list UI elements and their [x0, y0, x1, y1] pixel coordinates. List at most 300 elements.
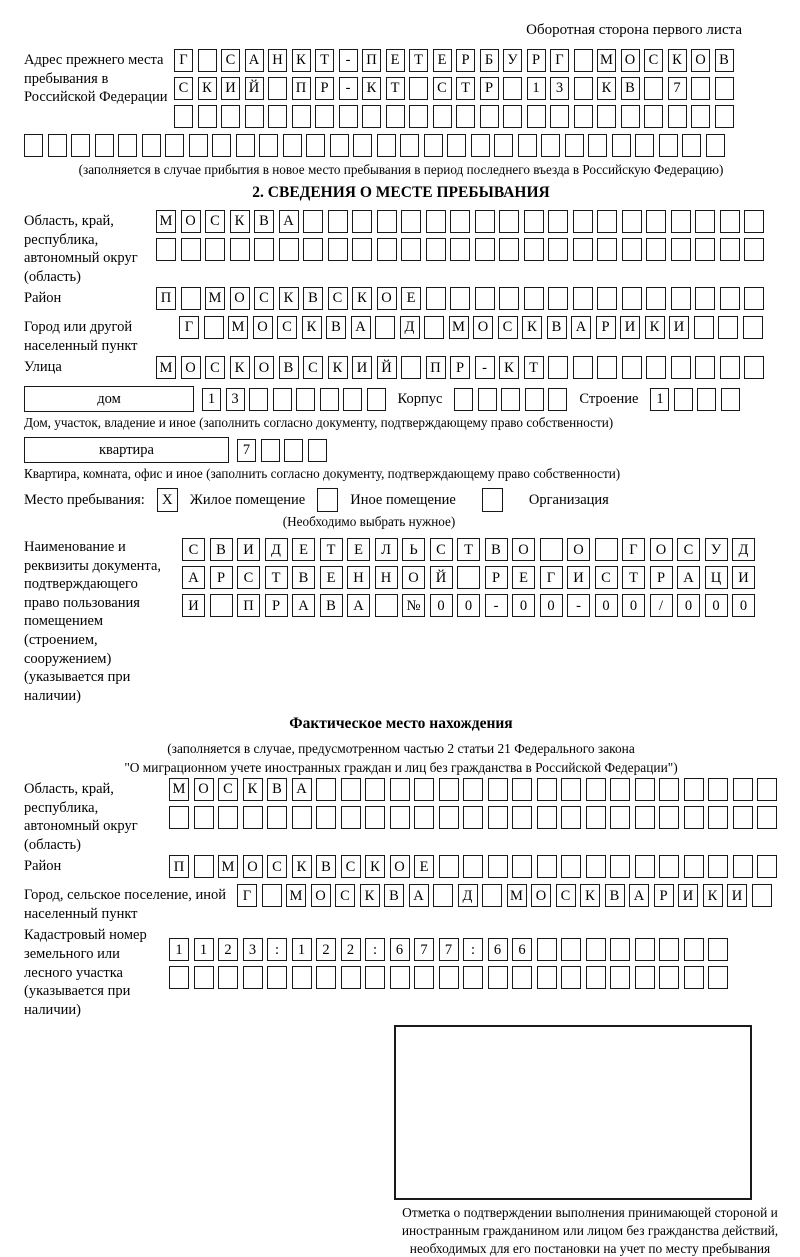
char-cell: О: [253, 316, 273, 339]
char-cell: [694, 316, 714, 339]
stamp-caption: Отметка о подтверждении выполнения принимающей стороной и иностранным гражданином или лицом без гражданства действий, необходимых для его постановки на учет по месту пребывания: [401, 1205, 779, 1256]
char-cell: С: [218, 778, 238, 801]
street-row: [156, 356, 778, 379]
char-cell: А: [409, 884, 429, 907]
char-cell: [362, 105, 381, 128]
char-cell: [475, 287, 495, 310]
char-cell: [24, 134, 43, 157]
char-cell: [733, 778, 753, 801]
document-field: [24, 536, 778, 705]
char-cell: [439, 966, 459, 989]
char-cell: С: [335, 884, 355, 907]
char-cell: Р: [485, 566, 508, 589]
char-cell: [218, 966, 238, 989]
char-cell: [586, 778, 606, 801]
stroenie-cells: [650, 388, 740, 411]
char-cell: Р: [596, 316, 616, 339]
char-cell: [210, 594, 233, 617]
stay-type-checkbox-organization: [482, 488, 503, 512]
char-cell: [463, 855, 483, 878]
char-cell: О: [531, 884, 551, 907]
char-cell: К: [302, 316, 322, 339]
char-cell: [447, 134, 466, 157]
char-cell: [439, 806, 459, 829]
char-cell: [646, 210, 666, 233]
char-cell: В: [292, 566, 315, 589]
char-cell: Р: [650, 566, 673, 589]
char-cell: Е: [347, 538, 370, 561]
char-cell: [142, 134, 161, 157]
char-cell: [488, 778, 508, 801]
char-cell: Д: [732, 538, 755, 561]
char-cell: А: [292, 778, 312, 801]
char-cell: 0: [457, 594, 480, 617]
char-cell: [715, 77, 734, 100]
char-cell: [341, 778, 361, 801]
char-cell: 3: [226, 388, 245, 411]
char-cell: В: [303, 287, 323, 310]
char-cell: [743, 316, 763, 339]
char-cell: А: [629, 884, 649, 907]
char-cell: [488, 855, 508, 878]
document-row-1: [182, 538, 778, 561]
char-cell: Е: [292, 538, 315, 561]
char-cell: И: [620, 316, 640, 339]
char-cell: [249, 388, 268, 411]
char-cell: А: [245, 49, 264, 72]
char-cell: [644, 105, 663, 128]
char-cell: [682, 134, 701, 157]
char-cell: 1: [169, 938, 189, 961]
char-cell: [377, 134, 396, 157]
char-cell: [95, 134, 114, 157]
char-cell: -: [475, 356, 495, 379]
house-caption: Дом, участок, владение и иное (заполнить согласно документу, подтверждающему право собственности): [24, 415, 614, 431]
char-cell: О: [691, 49, 710, 72]
char-cell: [433, 105, 452, 128]
char-cell: П: [362, 49, 381, 72]
char-cell: [610, 778, 630, 801]
char-cell: Д: [458, 884, 478, 907]
char-cell: А: [571, 316, 591, 339]
char-cell: [720, 356, 740, 379]
char-cell: И: [237, 538, 260, 561]
char-cell: Г: [540, 566, 563, 589]
char-cell: В: [485, 538, 508, 561]
char-cell: С: [595, 566, 618, 589]
section2-title: 2. СВЕДЕНИЯ О МЕСТЕ ПРЕБЫВАНИЯ: [252, 184, 550, 201]
char-cell: [574, 105, 593, 128]
char-cell: [537, 938, 557, 961]
char-cell: В: [621, 77, 640, 100]
char-cell: И: [567, 566, 590, 589]
stamp-area: [394, 1025, 786, 1257]
char-cell: [622, 356, 642, 379]
char-cell: О: [512, 538, 535, 561]
region-row-1: [156, 210, 778, 233]
char-cell: В: [384, 884, 404, 907]
char-cell: М: [597, 49, 616, 72]
char-cell: К: [230, 356, 250, 379]
char-cell: [744, 238, 764, 261]
char-cell: [189, 134, 208, 157]
char-cell: [715, 105, 734, 128]
char-cell: 1: [194, 938, 214, 961]
char-cell: Й: [377, 356, 397, 379]
char-cell: [561, 778, 581, 801]
document-row-2: [182, 566, 778, 589]
prev-address-caption: (заполняется в случае прибытия в новое место пребывания в период последнего въезда в Российскую Федерацию): [78, 162, 724, 177]
char-cell: [439, 855, 459, 878]
char-cell: [635, 966, 655, 989]
prev-address-row-1: [174, 49, 778, 72]
prev-address-row-4: [24, 134, 778, 157]
char-cell: С: [433, 77, 452, 100]
char-cell: П: [156, 287, 176, 310]
char-cell: [390, 778, 410, 801]
char-cell: [174, 105, 193, 128]
char-cell: В: [316, 855, 336, 878]
char-cell: 7: [439, 938, 459, 961]
char-cell: [267, 966, 287, 989]
char-cell: [267, 806, 287, 829]
char-cell: [499, 287, 519, 310]
char-cell: О: [650, 538, 673, 561]
char-cell: [622, 238, 642, 261]
char-cell: В: [326, 316, 346, 339]
char-cell: :: [365, 938, 385, 961]
char-cell: [377, 210, 397, 233]
char-cell: [439, 778, 459, 801]
char-cell: 7: [668, 77, 687, 100]
char-cell: [414, 778, 434, 801]
char-cell: Т: [315, 49, 334, 72]
char-cell: К: [668, 49, 687, 72]
char-cell: [541, 134, 560, 157]
house-number-cells: [202, 388, 386, 411]
apartment-box-label: квартира: [24, 437, 229, 463]
char-cell: И: [352, 356, 372, 379]
char-cell: Р: [210, 566, 233, 589]
char-cell: [671, 356, 691, 379]
char-cell: [377, 238, 397, 261]
char-cell: [243, 806, 263, 829]
char-cell: [524, 238, 544, 261]
char-cell: О: [402, 566, 425, 589]
char-cell: М: [228, 316, 248, 339]
cadastre-label: Кадастровый номер земельного или лесного участка (указывается при наличии): [24, 927, 147, 1018]
char-cell: 1: [527, 77, 546, 100]
char-cell: [503, 77, 522, 100]
stamp-box: [394, 1025, 752, 1200]
char-cell: [720, 238, 740, 261]
char-cell: [268, 105, 287, 128]
char-cell: И: [727, 884, 747, 907]
char-cell: [671, 238, 691, 261]
char-cell: [426, 238, 446, 261]
char-cell: [565, 134, 584, 157]
char-cell: Т: [457, 538, 480, 561]
char-cell: -: [567, 594, 590, 617]
char-cell: [426, 210, 446, 233]
char-cell: [308, 439, 327, 462]
char-cell: [71, 134, 90, 157]
char-cell: [646, 287, 666, 310]
char-cell: 0: [705, 594, 728, 617]
char-cell: -: [485, 594, 508, 617]
actual-district-field: [24, 855, 778, 883]
char-cell: [230, 238, 250, 261]
char-cell: [610, 938, 630, 961]
char-cell: [757, 855, 777, 878]
char-cell: С: [277, 316, 297, 339]
char-cell: [198, 49, 217, 72]
char-cell: [501, 388, 520, 411]
char-cell: Р: [456, 49, 475, 72]
char-cell: С: [341, 855, 361, 878]
city-field: [24, 316, 778, 355]
char-cell: [720, 287, 740, 310]
char-cell: [512, 778, 532, 801]
char-cell: М: [156, 210, 176, 233]
char-cell: О: [621, 49, 640, 72]
char-cell: [684, 855, 704, 878]
char-cell: О: [194, 778, 214, 801]
char-cell: [352, 210, 372, 233]
char-cell: [456, 105, 475, 128]
char-cell: С: [644, 49, 663, 72]
char-cell: [306, 134, 325, 157]
char-cell: 6: [488, 938, 508, 961]
char-cell: [341, 966, 361, 989]
char-cell: К: [279, 287, 299, 310]
char-cell: Л: [375, 538, 398, 561]
char-cell: [400, 134, 419, 157]
char-cell: Е: [433, 49, 452, 72]
char-cell: [339, 105, 358, 128]
char-cell: [169, 806, 189, 829]
char-cell: К: [230, 210, 250, 233]
char-cell: [194, 806, 214, 829]
actual-region-field: [24, 778, 778, 854]
char-cell: [424, 316, 444, 339]
char-cell: Ь: [402, 538, 425, 561]
char-cell: [315, 105, 334, 128]
prev-address-label: Адрес прежнего места пребывания в Российской Федерации: [24, 52, 168, 106]
char-cell: В: [320, 594, 343, 617]
actual-city-label: Город, сельское поселение, иной населенный пункт: [24, 887, 227, 922]
char-cell: 0: [732, 594, 755, 617]
char-cell: [194, 855, 214, 878]
char-cell: [316, 966, 336, 989]
prev-address-field: [24, 49, 778, 133]
char-cell: К: [365, 855, 385, 878]
char-cell: [303, 210, 323, 233]
cadastre-field: [24, 924, 778, 1019]
char-cell: -: [339, 49, 358, 72]
char-cell: [695, 210, 715, 233]
char-cell: [328, 210, 348, 233]
char-cell: [524, 287, 544, 310]
char-cell: С: [174, 77, 193, 100]
char-cell: Б: [480, 49, 499, 72]
char-cell: [527, 105, 546, 128]
char-cell: [561, 966, 581, 989]
char-cell: [352, 238, 372, 261]
char-cell: [426, 287, 446, 310]
char-cell: К: [352, 287, 372, 310]
char-cell: П: [169, 855, 189, 878]
char-cell: [330, 134, 349, 157]
char-cell: [610, 966, 630, 989]
char-cell: Г: [622, 538, 645, 561]
char-cell: К: [580, 884, 600, 907]
char-cell: [243, 966, 263, 989]
char-cell: [512, 855, 532, 878]
char-cell: 6: [390, 938, 410, 961]
char-cell: [292, 966, 312, 989]
char-cell: [450, 238, 470, 261]
char-cell: [708, 806, 728, 829]
stay-type-option-other-label: Иное помещение: [350, 491, 456, 508]
char-cell: [610, 806, 630, 829]
char-cell: [414, 806, 434, 829]
char-cell: [659, 855, 679, 878]
char-cell: И: [669, 316, 689, 339]
char-cell: [668, 105, 687, 128]
char-cell: [610, 855, 630, 878]
char-cell: [375, 316, 395, 339]
char-cell: 2: [316, 938, 336, 961]
char-cell: Р: [450, 356, 470, 379]
char-cell: Е: [386, 49, 405, 72]
char-cell: [296, 388, 315, 411]
house-bar: [24, 386, 778, 412]
char-cell: [365, 966, 385, 989]
char-cell: А: [677, 566, 700, 589]
char-cell: [401, 238, 421, 261]
char-cell: [733, 855, 753, 878]
char-cell: [503, 105, 522, 128]
char-cell: О: [181, 356, 201, 379]
char-cell: [365, 778, 385, 801]
char-cell: [708, 778, 728, 801]
char-cell: [409, 105, 428, 128]
char-cell: [212, 134, 231, 157]
char-cell: [475, 210, 495, 233]
char-cell: А: [292, 594, 315, 617]
char-cell: [198, 105, 217, 128]
char-cell: [635, 778, 655, 801]
char-cell: И: [221, 77, 240, 100]
char-cell: [561, 855, 581, 878]
char-cell: Р: [315, 77, 334, 100]
char-cell: [586, 855, 606, 878]
char-cell: [268, 77, 287, 100]
char-cell: В: [267, 778, 287, 801]
char-cell: Й: [245, 77, 264, 100]
actual-district-row: [169, 855, 778, 878]
char-cell: [424, 134, 443, 157]
char-cell: [684, 966, 704, 989]
char-cell: С: [328, 287, 348, 310]
char-cell: [273, 388, 292, 411]
char-cell: Т: [409, 49, 428, 72]
char-cell: [353, 134, 372, 157]
char-cell: О: [243, 855, 263, 878]
char-cell: А: [279, 210, 299, 233]
char-cell: [537, 806, 557, 829]
stay-type-label: Место пребывания:: [24, 491, 145, 508]
city-label: Город или другой населенный пункт: [24, 319, 138, 354]
char-cell: [480, 105, 499, 128]
char-cell: [691, 105, 710, 128]
char-cell: [586, 806, 606, 829]
char-cell: К: [362, 77, 381, 100]
char-cell: [612, 134, 631, 157]
char-cell: О: [230, 287, 250, 310]
char-cell: [597, 356, 617, 379]
char-cell: 2: [218, 938, 238, 961]
char-cell: [671, 287, 691, 310]
char-cell: [621, 105, 640, 128]
char-cell: [574, 77, 593, 100]
char-cell: :: [267, 938, 287, 961]
char-cell: А: [351, 316, 371, 339]
char-cell: В: [715, 49, 734, 72]
stay-type-option-residential-label: Жилое помещение: [189, 491, 306, 508]
prev-address-row-3: [174, 105, 778, 128]
char-cell: -: [339, 77, 358, 100]
char-cell: [695, 287, 715, 310]
char-cell: Т: [386, 77, 405, 100]
char-cell: [708, 938, 728, 961]
prev-address-row-2: [174, 77, 778, 100]
stay-type-option-organization-label: Организация: [528, 491, 609, 508]
char-cell: О: [473, 316, 493, 339]
region-row-2: [156, 238, 778, 261]
actual-region-label: Область, край, республика, автономный округ (область): [24, 781, 138, 853]
char-cell: У: [705, 538, 728, 561]
char-cell: [463, 778, 483, 801]
char-cell: Е: [414, 855, 434, 878]
document-label: Наименование и реквизиты документа, подтверждающего право пользования помещением (строением, сооружением) (указывается при наличии): [24, 539, 161, 704]
char-cell: [181, 238, 201, 261]
char-cell: [457, 566, 480, 589]
char-cell: [622, 287, 642, 310]
char-cell: [646, 356, 666, 379]
char-cell: П: [426, 356, 446, 379]
char-cell: [328, 238, 348, 261]
char-cell: [390, 966, 410, 989]
char-cell: 7: [237, 439, 256, 462]
char-cell: А: [347, 594, 370, 617]
char-cell: Р: [480, 77, 499, 100]
district-field: [24, 287, 778, 315]
char-cell: [706, 134, 725, 157]
char-cell: С: [556, 884, 576, 907]
char-cell: [540, 538, 563, 561]
char-cell: [463, 806, 483, 829]
char-cell: И: [678, 884, 698, 907]
char-cell: В: [605, 884, 625, 907]
char-cell: [433, 884, 453, 907]
char-cell: 1: [292, 938, 312, 961]
char-cell: [548, 287, 568, 310]
char-cell: [254, 238, 274, 261]
char-cell: [341, 806, 361, 829]
char-cell: 0: [540, 594, 563, 617]
